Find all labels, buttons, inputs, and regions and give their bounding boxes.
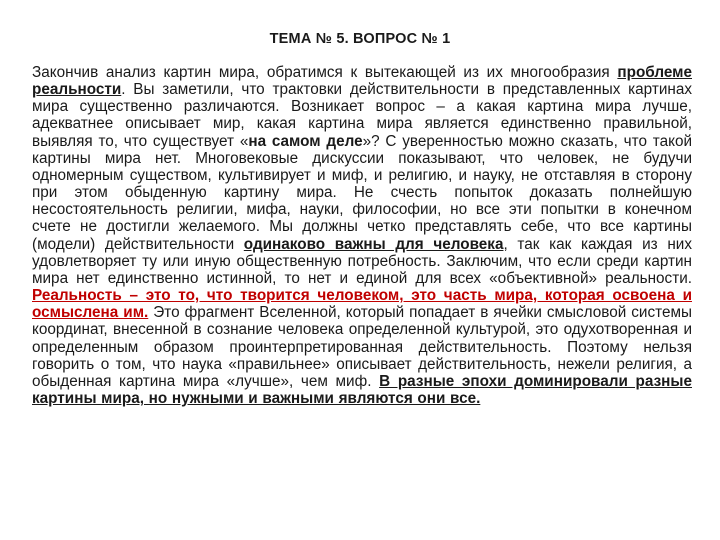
text-reality-problem: проблеме реальности xyxy=(32,64,692,99)
text-segment-conclusion: , так как каждая из них удовлетворяет ту или иную общественную потребность. Заключим, что если среди картин мира нет единственно истинной, то нет и единой для всех «объективной» реальности. xyxy=(32,235,692,287)
text-equally-important: одинаково важны для человека xyxy=(243,235,504,253)
text-reality-definition: Реальность – это то, что творится человеком, это часть мира, которая освоена и осмыслена им. xyxy=(32,287,692,322)
text-segment-discussion: »? С уверенностью можно сказать, что такой картины мира нет. Многовековые дискуссии показывают, что человек, не будучи одномерным существом, культивирует и миф, и религию, и науку, не отставляя в сторону при этом обыденную картину мира. Не счесть попыток доказать полнейшую несостоятельность религии, мифа, науки, философии, но все эти попытки в конечном счете не достигли желаемого. Мы должны четко представлять себе, что все картины (модели) действительности xyxy=(32,132,693,253)
text-final-statement: В разные эпохи доминировали разные картины мира, но нужными и важными являются они все. xyxy=(32,372,692,407)
text-in-reality: на самом деле xyxy=(248,132,363,150)
text-segment-intro: Закончив анализ картин мира, обратимся к вытекающей из их многообразия xyxy=(32,64,618,81)
text-segment-question: . Вы заметили, что трактовки действительности в представленных картинах мира существенно различаются. Возникает вопрос – а какая картина мира лучше, адекватнее описывает мир, какая картина мира является единственно правильной, выявляя то, что существует « xyxy=(32,81,692,150)
text-segment-fragment: Это фрагмент Вселенной, который попадает в ячейки смысловой системы координат, внесенной в сознание человека определенной культурой, это одухотворенная и определенным образом проинтерпретированная действительность. Поэтому нельзя говорить о том, что наука «правильнее» описывает действительность, нежели религия, а обыденная картина мира «лучше», чем миф. xyxy=(32,304,692,390)
body-paragraph xyxy=(32,64,692,407)
slide-title: ТЕМА № 5. ВОПРОС № 1 xyxy=(269,31,451,47)
